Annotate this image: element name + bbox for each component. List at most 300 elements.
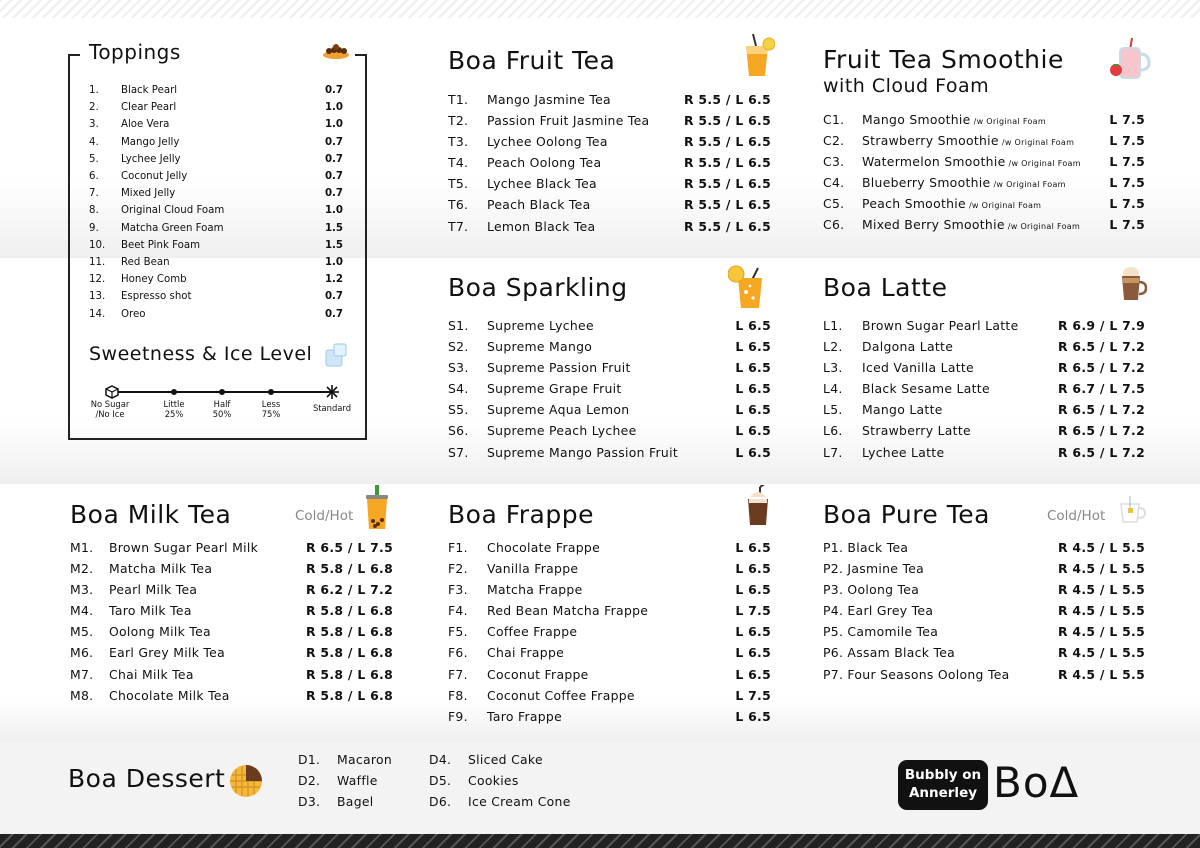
menu-item-name-text: Black Sesame Latte — [862, 381, 990, 397]
dessert-item-name: Ice Cream Cone — [468, 794, 571, 810]
menu-item-name — [862, 112, 1109, 127]
menu-item-code: S5. — [448, 402, 469, 418]
menu-item-name — [109, 645, 306, 660]
menu-item-row — [823, 645, 1145, 666]
menu-item-code: L1. — [823, 318, 843, 333]
menu-item-price: R 5.5 / L 6.5 — [683, 218, 771, 234]
sparkling-list — [448, 318, 771, 466]
topping-number: 6. — [89, 171, 99, 183]
dessert-item-code: D4. — [429, 752, 452, 767]
topping-number: 7. — [89, 188, 99, 200]
topping-name: Coconut Jelly — [121, 171, 188, 183]
topping-price: 0.7 — [324, 153, 343, 165]
menu-item-code: T7. — [448, 218, 469, 234]
pure-tea-cold-hot-tag: Cold/Hot — [1047, 508, 1106, 524]
menu-item-price: L 6.5 — [735, 318, 771, 333]
menu-item-name — [862, 339, 1058, 354]
menu-item-price: R 5.8 / L 6.8 — [305, 687, 393, 703]
topping-row — [89, 168, 343, 185]
menu-item-row — [70, 603, 393, 624]
menu-item-code: M5. — [70, 624, 94, 640]
menu-item-name — [487, 197, 684, 212]
menu-item-row — [823, 582, 1145, 603]
menu-item-code: F5. — [448, 624, 468, 640]
topping-number: 9. — [89, 222, 99, 234]
menu-item-name — [487, 134, 684, 149]
menu-item-name — [109, 603, 306, 618]
topping-number: 13. — [89, 291, 106, 303]
menu-item-name-text: Matcha Milk Tea — [109, 561, 213, 577]
menu-item-code: S7. — [448, 444, 469, 460]
menu-item-price: R 5.5 / L 6.5 — [683, 92, 771, 107]
topping-row — [89, 82, 343, 99]
menu-item-name — [823, 624, 1058, 639]
menu-item-name-text: Peach Smoothie — [862, 196, 966, 212]
menu-item-price: R 6.2 / L 7.2 — [305, 582, 393, 598]
topping-row — [89, 271, 343, 288]
menu-item-name — [109, 582, 306, 597]
topping-number: 4. — [89, 136, 99, 148]
toppings-list — [89, 82, 343, 323]
menu-item-code: S6. — [448, 423, 469, 439]
menu-item-name-text: Pearl Milk Tea — [109, 582, 198, 598]
menu-item-price: L 6.5 — [735, 423, 771, 439]
menu-item-row — [70, 540, 393, 561]
sparkling-glass-icon — [728, 264, 770, 310]
menu-item-code: M3. — [70, 582, 94, 598]
sweetness-level-label — [302, 403, 362, 413]
menu-item-name-text: Mango Latte — [862, 402, 943, 418]
menu-item-name — [487, 709, 735, 724]
topping-name: Mixed Jelly — [121, 188, 176, 200]
menu-item-price: R 5.5 / L 6.5 — [683, 134, 771, 150]
menu-item-name — [487, 423, 735, 438]
milk-tea-title: Boa Milk Tea — [70, 500, 232, 529]
cube-icon — [105, 385, 119, 399]
topping-price: 0.7 — [324, 188, 343, 200]
menu-item-price: L 6.5 — [735, 645, 771, 661]
menu-item-code: L6. — [823, 423, 843, 439]
menu-item-name-text: Supreme Aqua Lemon — [487, 402, 630, 418]
menu-item-code: F9. — [448, 708, 468, 724]
ice-cube-icon — [324, 342, 348, 368]
menu-item-code: T4. — [448, 155, 469, 171]
frappe-list — [448, 540, 771, 730]
bottom-stripe-band — [0, 834, 1200, 848]
menu-item-name-text: Strawberry Smoothie — [862, 133, 999, 149]
menu-item-price: L 6.5 — [735, 381, 771, 397]
topping-price: 0.7 — [324, 171, 343, 183]
menu-item-name-text: Supreme Passion Fruit — [487, 360, 631, 376]
menu-item-price: L 6.5 — [735, 360, 771, 376]
topping-price: 1.0 — [324, 205, 343, 217]
menu-item-price: L 6.5 — [735, 582, 771, 598]
dessert-item-code: D5. — [429, 773, 452, 789]
menu-item-name-text: Taro Frappe — [487, 708, 563, 724]
topping-row — [89, 237, 343, 254]
menu-item-row — [448, 603, 771, 624]
menu-item-code: S1. — [448, 318, 469, 333]
milk-tea-list — [70, 540, 393, 709]
menu-item-name — [862, 445, 1058, 460]
sweetness-level-line: Standard — [312, 403, 352, 413]
menu-item-name — [487, 603, 735, 618]
menu-item-code: C6. — [823, 217, 845, 233]
sweetness-level-line: /No Ice — [95, 409, 125, 419]
menu-item-name — [862, 196, 1109, 211]
menu-item-name — [487, 219, 684, 234]
menu-item-name — [862, 133, 1109, 148]
topping-row — [89, 151, 343, 168]
menu-item-code: F3. — [448, 582, 468, 598]
menu-item-code: C1. — [823, 112, 845, 127]
menu-item-price: R 6.5 / L 7.2 — [1057, 360, 1145, 376]
menu-item-code: T6. — [448, 197, 469, 213]
sweetness-level-line: Half — [213, 399, 231, 409]
topping-number: 3. — [89, 119, 99, 131]
menu-item-row — [448, 423, 771, 444]
menu-item-price: R 4.5 / L 5.5 — [1057, 624, 1145, 640]
menu-item-name — [862, 381, 1058, 396]
menu-item-row — [448, 582, 771, 603]
dessert-item-name: Sliced Cake — [468, 752, 543, 767]
topping-name: Original Cloud Foam — [121, 205, 225, 217]
menu-item-code: C4. — [823, 175, 845, 191]
menu-item-name-text: P2. Jasmine Tea — [823, 561, 925, 577]
sweetness-title: Sweetness & Ice Level — [89, 343, 313, 365]
menu-item-name — [487, 155, 684, 170]
menu-item-name-text: Lychee Black Tea — [487, 176, 597, 192]
menu-item-row — [448, 540, 771, 561]
menu-item-name-text: Dalgona Latte — [862, 339, 954, 355]
menu-item-code: M6. — [70, 645, 94, 661]
sweetness-level-line: Little — [163, 399, 185, 409]
sweetness-level-line: 50% — [212, 409, 232, 419]
menu-item-code: L4. — [823, 381, 843, 397]
milk-tea-cold-hot-tag: Cold/Hot — [295, 508, 354, 524]
menu-item-code: T5. — [448, 176, 469, 192]
dessert-item-row — [298, 794, 418, 815]
menu-item-row — [823, 603, 1145, 624]
menu-item-price: R 6.5 / L 7.2 — [1057, 402, 1145, 418]
menu-item-code: L3. — [823, 360, 843, 376]
menu-item-price: R 4.5 / L 5.5 — [1057, 582, 1145, 598]
sweetness-level-label — [241, 399, 301, 419]
fruit-tea-cup-icon — [741, 32, 775, 78]
menu-item-name — [109, 561, 306, 576]
menu-item-price: L 6.5 — [735, 708, 771, 724]
menu-item-name — [862, 175, 1109, 190]
menu-item-code: F4. — [448, 603, 468, 619]
dessert-item-name: Macaron — [337, 752, 393, 767]
menu-item-name — [487, 667, 735, 682]
topping-price: 0.7 — [324, 291, 343, 303]
fruit-tea-title: Boa Fruit Tea — [448, 46, 616, 75]
menu-item-code: S2. — [448, 339, 469, 355]
menu-item-name — [109, 667, 306, 682]
menu-item-name — [487, 360, 735, 375]
scale-dot — [171, 389, 177, 395]
menu-item-name — [823, 561, 1058, 576]
menu-item-code: F1. — [448, 540, 468, 555]
menu-item-price: L 7.5 — [1109, 175, 1145, 191]
menu-item-price: R 5.8 / L 6.8 — [305, 645, 393, 661]
menu-item-row — [448, 709, 771, 730]
menu-item-row — [448, 624, 771, 645]
menu-item-name-text: Iced Vanilla Latte — [862, 360, 974, 376]
menu-item-row — [448, 197, 771, 218]
menu-item-name-text: Mixed Berry Smoothie — [862, 217, 1005, 233]
menu-item-code: T2. — [448, 113, 469, 129]
menu-item-name — [487, 561, 735, 576]
menu-item-name-text: P7. Four Seasons Oolong Tea — [823, 666, 1010, 682]
dessert-item-code: D3. — [298, 794, 321, 810]
menu-item-row — [448, 381, 771, 402]
smoothie-list — [823, 112, 1145, 239]
menu-item-name-text: P4. Earl Grey Tea — [823, 603, 934, 619]
frappe-title: Boa Frappe — [448, 500, 594, 529]
menu-item-row — [823, 360, 1145, 381]
menu-item-name — [109, 540, 306, 555]
menu-item-name — [862, 318, 1058, 333]
menu-item-row — [823, 540, 1145, 561]
topping-price: 0.7 — [324, 308, 343, 320]
menu-item-name — [487, 445, 735, 460]
dessert-item-row — [298, 752, 418, 773]
menu-item-price: L 7.5 — [1109, 196, 1145, 212]
menu-item-name — [823, 667, 1058, 682]
dessert-item-name: Bagel — [337, 794, 374, 810]
dessert-item-row — [429, 752, 589, 773]
menu-item-code: M8. — [70, 687, 94, 703]
sweetness-level-line: 25% — [164, 409, 184, 419]
menu-item-note: /w Original Foam — [1008, 159, 1081, 169]
menu-item-name — [487, 92, 684, 107]
topping-name: Espresso shot — [121, 291, 192, 303]
menu-item-name — [823, 582, 1058, 597]
topping-price: 1.0 — [324, 256, 343, 268]
menu-item-name-text: Supreme Mango — [487, 339, 593, 355]
menu-item-row — [448, 176, 771, 197]
menu-item-name-text: P3. Oolong Tea — [823, 582, 920, 598]
menu-item-name-text: Peach Oolong Tea — [487, 155, 602, 171]
menu-item-code: M7. — [70, 666, 94, 682]
menu-item-code: T1. — [448, 92, 469, 107]
topping-row — [89, 305, 343, 322]
menu-item-row — [448, 561, 771, 582]
menu-item-code: S3. — [448, 360, 469, 376]
sweetness-level-line: Less — [261, 399, 281, 409]
topping-price: 0.7 — [324, 136, 343, 148]
pearls-icon — [322, 44, 350, 60]
menu-item-row — [448, 92, 771, 113]
topping-row — [89, 116, 343, 133]
menu-item-code: M4. — [70, 603, 94, 619]
menu-item-code: L7. — [823, 444, 843, 460]
dessert-item-row — [429, 794, 589, 815]
menu-item-price: R 5.8 / L 6.8 — [305, 561, 393, 577]
menu-item-name-text: Mango Jasmine Tea — [487, 92, 611, 107]
topping-row — [89, 185, 343, 202]
sweetness-level-label — [80, 399, 140, 419]
dessert-item-row — [298, 773, 418, 794]
sweetness-level-line: No Sugar — [90, 399, 130, 409]
menu-item-name-text: Oolong Milk Tea — [109, 624, 211, 640]
sparkling-title: Boa Sparkling — [448, 273, 628, 302]
menu-item-code: F2. — [448, 561, 468, 577]
menu-item-row — [70, 667, 393, 688]
topping-price: 1.2 — [324, 274, 343, 286]
menu-item-row — [823, 196, 1145, 217]
latte-title: Boa Latte — [823, 273, 948, 302]
menu-item-row — [823, 402, 1145, 423]
pure-tea-title: Boa Pure Tea — [823, 500, 990, 529]
menu-item-price: L 7.5 — [1109, 112, 1145, 127]
menu-item-note: /w Original Foam — [1007, 222, 1081, 232]
dessert-item-code: D1. — [298, 752, 321, 767]
menu-item-name-text: Matcha Frappe — [487, 582, 583, 598]
menu-item-name-text: Vanilla Frappe — [487, 561, 579, 577]
menu-item-name-text: Peach Black Tea — [487, 197, 591, 213]
menu-item-name-text: Brown Sugar Pearl Milk — [109, 540, 259, 555]
menu-item-price: L 6.5 — [735, 666, 771, 682]
menu-item-name — [487, 402, 735, 417]
menu-item-code: F6. — [448, 645, 468, 661]
menu-item-name-text: Lychee Oolong Tea — [487, 134, 608, 150]
tea-cup-icon — [1118, 494, 1148, 526]
menu-item-name-text: Strawberry Latte — [862, 423, 971, 439]
menu-item-name — [862, 423, 1058, 438]
menu-item-price: L 7.5 — [1109, 217, 1145, 233]
menu-item-name-text: Brown Sugar Pearl Latte — [862, 318, 1019, 333]
menu-item-note: /w Original Foam — [993, 180, 1066, 190]
topping-name: Clear Pearl — [121, 102, 177, 114]
menu-item-name-text: P5. Camomile Tea — [823, 624, 939, 640]
menu-item-price: R 6.7 / L 7.5 — [1057, 381, 1145, 397]
menu-item-row — [823, 667, 1145, 688]
menu-item-name-text: Earl Grey Milk Tea — [109, 645, 225, 661]
menu-item-row — [448, 134, 771, 155]
menu-item-name-text: Lemon Black Tea — [487, 218, 596, 234]
menu-item-code: F7. — [448, 666, 468, 682]
menu-item-price: R 6.5 / L 7.2 — [1057, 339, 1145, 355]
boa-logo: BoΔ — [993, 758, 1080, 807]
menu-item-row — [448, 318, 771, 339]
topping-name: Red Bean — [121, 256, 170, 268]
menu-item-name-text: Watermelon Smoothie — [862, 154, 1006, 170]
menu-item-price: L 7.5 — [735, 687, 771, 703]
menu-item-name-text: Supreme Peach Lychee — [487, 423, 637, 439]
menu-item-price: R 4.5 / L 5.5 — [1057, 603, 1145, 619]
menu-item-name — [109, 624, 306, 639]
menu-item-row — [448, 155, 771, 176]
menu-item-name — [487, 318, 735, 333]
latte-list — [823, 318, 1145, 466]
menu-item-name — [487, 624, 735, 639]
badge-line: Annerley — [908, 785, 978, 801]
menu-item-price: R 4.5 / L 5.5 — [1057, 645, 1145, 661]
scale-dot — [268, 389, 274, 395]
menu-item-name — [487, 688, 735, 703]
menu-item-name-text: Supreme Mango Passion Fruit — [487, 444, 678, 460]
menu-item-name-text: Coconut Coffee Frappe — [487, 687, 635, 703]
menu-item-price: R 6.5 / L 7.2 — [1057, 444, 1145, 460]
dessert-title: Boa Dessert — [68, 764, 226, 793]
sweetness-level-line: 75% — [261, 409, 281, 419]
menu-item-price: L 7.5 — [735, 603, 771, 619]
menu-item-row — [823, 624, 1145, 645]
menu-item-code: C2. — [823, 133, 845, 149]
dessert-list-column — [429, 752, 589, 815]
dessert-item-code: D2. — [298, 773, 321, 789]
menu-item-row — [448, 360, 771, 381]
topping-number: 8. — [89, 205, 99, 217]
menu-item-row — [823, 154, 1145, 175]
dessert-item-row — [429, 773, 589, 794]
menu-item-price: R 5.5 / L 6.5 — [683, 155, 771, 171]
topping-number: 12. — [89, 274, 106, 286]
menu-item-row — [448, 645, 771, 666]
menu-item-row — [448, 339, 771, 360]
scale-dot — [219, 389, 225, 395]
menu-item-row — [823, 339, 1145, 360]
menu-item-name-text: Lychee Latte — [862, 444, 945, 460]
menu-item-row — [70, 688, 393, 709]
menu-item-price: R 6.5 / L 7.2 — [1057, 423, 1145, 439]
topping-name: Honey Comb — [121, 274, 187, 286]
menu-item-code: T3. — [448, 134, 469, 150]
menu-item-name-text: Chocolate Milk Tea — [109, 687, 230, 703]
menu-item-name-text: Taro Milk Tea — [109, 603, 192, 619]
menu-item-name — [862, 154, 1109, 169]
menu-item-name-text: Supreme Grape Fruit — [487, 381, 622, 397]
menu-item-row — [823, 112, 1145, 133]
menu-item-name — [862, 360, 1058, 375]
menu-item-price: R 5.8 / L 6.8 — [305, 603, 393, 619]
fruit-tea-list — [448, 92, 771, 240]
menu-item-code: L2. — [823, 339, 843, 355]
menu-item-name-text: Coffee Frappe — [487, 624, 578, 640]
menu-item-code: M1. — [70, 540, 94, 555]
menu-item-price: L 6.5 — [735, 444, 771, 460]
menu-item-name — [823, 540, 1058, 555]
menu-item-row — [448, 219, 771, 240]
waffle-icon — [228, 763, 264, 799]
menu-item-name — [862, 402, 1058, 417]
menu-item-price: L 6.5 — [735, 624, 771, 640]
menu-item-note: /w Original Foam — [968, 201, 1042, 211]
bubbly-on-annerley-badge — [898, 760, 988, 810]
menu-item-row — [823, 423, 1145, 444]
menu-item-price: L 6.5 — [735, 540, 771, 555]
menu-item-price: L 6.5 — [735, 402, 771, 418]
topping-row — [89, 288, 343, 305]
menu-item-row — [70, 624, 393, 645]
menu-item-row — [823, 133, 1145, 154]
topping-name: Aloe Vera — [121, 119, 170, 131]
topping-number: 10. — [89, 239, 106, 251]
menu-item-price: R 6.9 / L 7.9 — [1057, 318, 1145, 333]
menu-item-row — [70, 645, 393, 666]
topping-number: 11. — [89, 256, 106, 268]
menu-item-name-text: Supreme Lychee — [487, 318, 594, 333]
menu-item-name-text: Chai Frappe — [487, 645, 565, 661]
menu-item-price: R 5.5 / L 6.5 — [683, 113, 771, 129]
top-stripe-band — [0, 0, 1200, 18]
menu-item-row — [448, 113, 771, 134]
smoothie-subtitle: with Cloud Foam — [823, 75, 990, 97]
topping-name: Oreo — [121, 308, 146, 320]
